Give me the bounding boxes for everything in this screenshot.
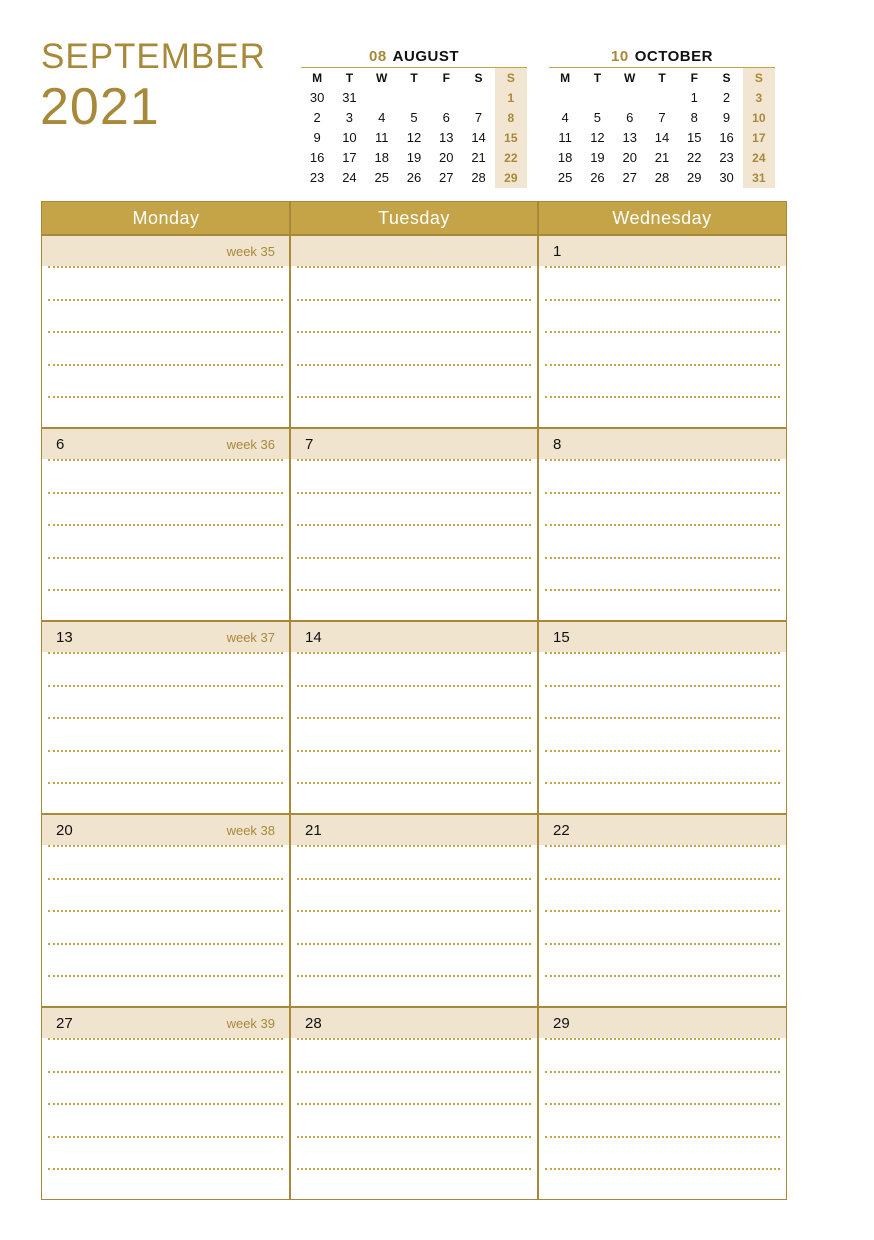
note-line[interactable] — [545, 492, 780, 494]
mini-calendar-day: 19 — [406, 150, 422, 165]
note-line[interactable] — [48, 364, 283, 366]
day-cell[interactable] — [42, 815, 289, 1006]
note-line[interactable] — [545, 524, 780, 526]
note-line[interactable] — [545, 1136, 780, 1138]
note-line[interactable] — [297, 1103, 531, 1105]
day-number: 21 — [305, 822, 322, 839]
day-cell[interactable] — [539, 236, 786, 427]
mini-calendar-day: 6 — [442, 110, 450, 125]
note-line[interactable] — [48, 910, 283, 912]
mini-calendar-day: 9 — [722, 110, 731, 125]
note-line[interactable] — [545, 652, 780, 654]
note-line[interactable] — [297, 459, 531, 461]
mini-calendar-day: 21 — [654, 150, 670, 165]
day-number: 27 — [56, 1015, 73, 1032]
mini-calendar-day: 31 — [743, 168, 775, 188]
mini-calendar-day: 25 — [374, 170, 389, 185]
note-line[interactable] — [297, 557, 531, 559]
day-number: 8 — [553, 436, 562, 453]
mini-calendar-weekday: S — [743, 68, 775, 89]
mini-calendar-day — [646, 88, 678, 108]
day-number: 6 — [56, 436, 65, 453]
note-line[interactable] — [48, 1071, 283, 1073]
note-line[interactable] — [297, 975, 531, 977]
mini-calendar-day: 23 — [309, 170, 325, 185]
day-cell[interactable] — [539, 622, 786, 813]
day-cell[interactable] — [42, 429, 289, 620]
day-cell[interactable] — [539, 815, 786, 1006]
mini-calendar-day: 21 — [471, 150, 486, 165]
mini-calendar-month-number: 10 — [611, 48, 629, 65]
month-title: SEPTEMBER — [41, 37, 266, 76]
mini-calendar-weekday: S — [722, 71, 731, 85]
note-line[interactable] — [545, 396, 780, 398]
mini-calendar-weekday: T — [345, 71, 354, 85]
mini-calendar-day — [398, 88, 430, 108]
note-line[interactable] — [297, 266, 531, 268]
day-cell[interactable] — [291, 236, 537, 427]
note-line[interactable] — [48, 1136, 283, 1138]
note-line[interactable] — [48, 299, 283, 301]
note-line[interactable] — [297, 1168, 531, 1170]
week-row — [42, 813, 786, 1006]
mini-calendar-table — [301, 67, 527, 188]
day-number: 22 — [553, 822, 570, 839]
mini-calendar-day: 25 — [557, 170, 573, 185]
note-line[interactable] — [48, 943, 283, 945]
day-header-band — [291, 1008, 537, 1038]
note-line[interactable] — [297, 492, 531, 494]
mini-calendar-day: 28 — [654, 170, 670, 185]
mini-calendar-day: 26 — [406, 170, 422, 185]
mini-calendar-day: 9 — [313, 130, 321, 145]
note-line[interactable] — [545, 975, 780, 977]
day-cell[interactable] — [539, 429, 786, 620]
mini-calendar-day: 1 — [495, 88, 527, 108]
mini-calendar-day: 22 — [495, 148, 527, 168]
year-title: 2021 — [40, 78, 160, 136]
mini-calendar-day: 3 — [743, 88, 775, 108]
note-line[interactable] — [297, 1038, 531, 1040]
mini-calendar-day — [581, 88, 613, 108]
note-line[interactable] — [297, 845, 531, 847]
day-header-band — [291, 429, 537, 459]
mini-calendar-weekday: M — [312, 71, 323, 85]
day-cell[interactable] — [291, 1008, 537, 1199]
mini-calendar-day — [430, 88, 462, 108]
week-number: week 36 — [226, 437, 275, 452]
note-line[interactable] — [48, 782, 283, 784]
mini-calendar-day: 7 — [658, 110, 666, 125]
day-number: 28 — [305, 1015, 322, 1032]
note-line[interactable] — [48, 750, 283, 752]
day-number: 13 — [56, 629, 73, 646]
mini-calendar-day: 3 — [345, 110, 354, 125]
note-line[interactable] — [545, 845, 780, 847]
mini-calendar-day: 29 — [687, 170, 702, 185]
day-number: 29 — [553, 1015, 570, 1032]
mini-calendar-day: 4 — [561, 110, 569, 125]
mini-calendar-day: 16 — [719, 130, 734, 145]
mini-calendar-day: 5 — [593, 110, 602, 125]
day-number: 14 — [305, 629, 322, 646]
note-line[interactable] — [48, 652, 283, 654]
mini-calendar-day: 24 — [342, 170, 357, 185]
note-line[interactable] — [48, 878, 283, 880]
note-line[interactable] — [545, 910, 780, 912]
day-number: 7 — [305, 436, 314, 453]
week-row — [42, 1006, 786, 1199]
mini-calendar-month-number: 08 — [368, 48, 387, 65]
column-divider — [289, 202, 291, 1199]
mini-calendar-title — [301, 47, 527, 67]
mini-calendar-day: 19 — [590, 150, 605, 165]
mini-calendar-day: 2 — [313, 110, 321, 125]
mini-calendar-day: 15 — [495, 128, 527, 148]
day-cell[interactable] — [42, 622, 289, 813]
day-number: 1 — [553, 243, 562, 260]
mini-calendar-day: 12 — [590, 130, 605, 145]
note-line[interactable] — [48, 266, 283, 268]
mini-calendar-day: 29 — [495, 168, 527, 188]
note-line[interactable] — [48, 717, 283, 719]
column-header-tuesday: Tuesday — [378, 208, 450, 228]
mini-calendar-day: 5 — [410, 110, 418, 125]
mini-calendar-weekday: S — [474, 71, 483, 85]
note-line[interactable] — [545, 1071, 780, 1073]
mini-calendar-weekday: F — [442, 71, 450, 85]
note-line[interactable] — [48, 331, 283, 333]
day-header-band — [539, 236, 786, 266]
mini-calendar-day: 17 — [743, 128, 775, 148]
note-line[interactable] — [297, 878, 531, 880]
weekday-header-row — [42, 202, 786, 234]
mini-calendar-day: 14 — [471, 130, 486, 145]
note-line[interactable] — [297, 750, 531, 752]
mini-calendar-day: 24 — [743, 148, 775, 168]
day-cell[interactable] — [42, 1008, 289, 1199]
mini-calendar-day: 18 — [557, 150, 573, 165]
mini-calendar-day: 30 — [719, 170, 734, 185]
mini-calendar-day: 16 — [309, 150, 325, 165]
mini-calendar-day: 10 — [743, 108, 775, 128]
note-line[interactable] — [48, 845, 283, 847]
note-line[interactable] — [48, 524, 283, 526]
mini-calendar-day — [462, 88, 494, 108]
mini-calendar-day — [614, 88, 646, 108]
week-row — [42, 427, 786, 620]
mini-calendar-day: 20 — [439, 150, 454, 165]
note-line[interactable] — [545, 459, 780, 461]
day-cell[interactable] — [291, 815, 537, 1006]
week-row — [42, 234, 786, 427]
mini-calendar-next — [549, 47, 775, 188]
mini-calendar-month-name: AUGUST — [392, 48, 460, 65]
mini-calendar-day: 20 — [622, 150, 637, 165]
mini-calendar-day: 11 — [558, 130, 572, 145]
note-line[interactable] — [297, 652, 531, 654]
mini-calendar-day: 18 — [374, 150, 389, 165]
column-header-monday: Monday — [132, 208, 200, 228]
mini-calendar-day: 22 — [687, 150, 702, 165]
mini-calendar-day: 8 — [495, 108, 527, 128]
note-line[interactable] — [545, 266, 780, 268]
note-line[interactable] — [545, 299, 780, 301]
note-line[interactable] — [297, 1136, 531, 1138]
day-cell[interactable] — [291, 429, 537, 620]
mini-calendar-day — [549, 88, 581, 108]
mini-calendar-day: 10 — [342, 130, 357, 145]
note-line[interactable] — [48, 589, 283, 591]
note-line[interactable] — [48, 557, 283, 559]
note-line[interactable] — [545, 782, 780, 784]
note-line[interactable] — [545, 750, 780, 752]
mini-calendar-day — [366, 88, 398, 108]
mini-calendar-day: 30 — [309, 90, 325, 105]
mini-calendar-table — [549, 67, 775, 188]
note-line[interactable] — [297, 943, 531, 945]
note-line[interactable] — [297, 524, 531, 526]
planner-grid — [41, 201, 787, 1200]
mini-calendar-weekday: T — [410, 71, 418, 85]
mini-calendar-day: 13 — [622, 130, 637, 145]
column-divider — [537, 202, 539, 1199]
mini-calendar-day: 26 — [590, 170, 605, 185]
week-number: week 35 — [226, 244, 275, 259]
note-line[interactable] — [545, 685, 780, 687]
note-line[interactable] — [48, 1168, 283, 1170]
day-header-band — [539, 429, 786, 459]
note-line[interactable] — [545, 717, 780, 719]
day-cell[interactable] — [42, 236, 289, 427]
week-number: week 39 — [226, 1016, 275, 1031]
day-header-band — [291, 236, 537, 266]
note-line[interactable] — [545, 364, 780, 366]
note-line[interactable] — [297, 1071, 531, 1073]
mini-calendar-weekday: S — [495, 68, 527, 89]
mini-calendar-day: 13 — [439, 130, 454, 145]
day-header-band — [291, 815, 537, 845]
mini-calendar-weekday: M — [560, 71, 571, 85]
week-number: week 37 — [226, 630, 275, 645]
mini-calendar-month-name: OCTOBER — [634, 48, 713, 65]
note-line[interactable] — [545, 589, 780, 591]
day-number: 20 — [56, 822, 73, 839]
mini-calendar-day: 11 — [374, 130, 389, 145]
note-line[interactable] — [545, 331, 780, 333]
note-line[interactable] — [297, 364, 531, 366]
note-line[interactable] — [297, 685, 531, 687]
mini-calendar-weekday: W — [376, 71, 388, 85]
mini-calendar-day: 4 — [378, 110, 386, 125]
mini-calendar-day: 2 — [722, 90, 731, 105]
day-header-band — [291, 622, 537, 652]
week-row — [42, 620, 786, 813]
mini-calendar-day: 12 — [406, 130, 422, 145]
mini-calendar-previous — [301, 47, 527, 188]
note-line[interactable] — [545, 878, 780, 880]
note-line[interactable] — [545, 943, 780, 945]
mini-calendar-day: 27 — [622, 170, 637, 185]
mini-calendar-day: 28 — [471, 170, 486, 185]
note-line[interactable] — [48, 975, 283, 977]
mini-calendar-weekday: T — [658, 71, 666, 85]
note-line[interactable] — [545, 1103, 780, 1105]
mini-calendar-day: 7 — [474, 110, 483, 125]
day-header-band — [539, 1008, 786, 1038]
mini-calendar-weekday: T — [593, 71, 602, 85]
note-line[interactable] — [48, 685, 283, 687]
note-line[interactable] — [297, 331, 531, 333]
mini-calendar-day: 15 — [687, 130, 702, 145]
note-line[interactable] — [545, 557, 780, 559]
day-header-band — [539, 622, 786, 652]
week-number: week 38 — [226, 823, 275, 838]
day-cell[interactable] — [539, 1008, 786, 1199]
note-line[interactable] — [545, 1038, 780, 1040]
note-line[interactable] — [48, 1103, 283, 1105]
day-number: 15 — [553, 629, 570, 646]
column-header-wednesday: Wednesday — [612, 208, 712, 228]
note-line[interactable] — [297, 910, 531, 912]
mini-calendar-weekday: W — [624, 71, 636, 85]
note-line[interactable] — [297, 717, 531, 719]
note-line[interactable] — [297, 782, 531, 784]
note-line[interactable] — [48, 492, 283, 494]
note-line[interactable] — [48, 1038, 283, 1040]
mini-calendar-day: 14 — [654, 130, 670, 145]
note-line[interactable] — [545, 1168, 780, 1170]
mini-calendar-day: 23 — [719, 150, 734, 165]
mini-calendar-title — [549, 47, 775, 67]
day-cell[interactable] — [291, 622, 537, 813]
note-line[interactable] — [297, 589, 531, 591]
note-line[interactable] — [48, 396, 283, 398]
mini-calendar-day: 17 — [342, 150, 357, 165]
note-line[interactable] — [297, 299, 531, 301]
mini-calendar-day: 31 — [342, 90, 357, 105]
mini-calendar-day: 1 — [690, 90, 698, 105]
day-header-band — [539, 815, 786, 845]
mini-calendar-day: 8 — [690, 110, 698, 125]
mini-calendar-weekday: F — [690, 71, 698, 85]
mini-calendar-day: 6 — [626, 110, 634, 125]
note-line[interactable] — [48, 459, 283, 461]
note-line[interactable] — [297, 396, 531, 398]
mini-calendar-day: 27 — [439, 170, 454, 185]
